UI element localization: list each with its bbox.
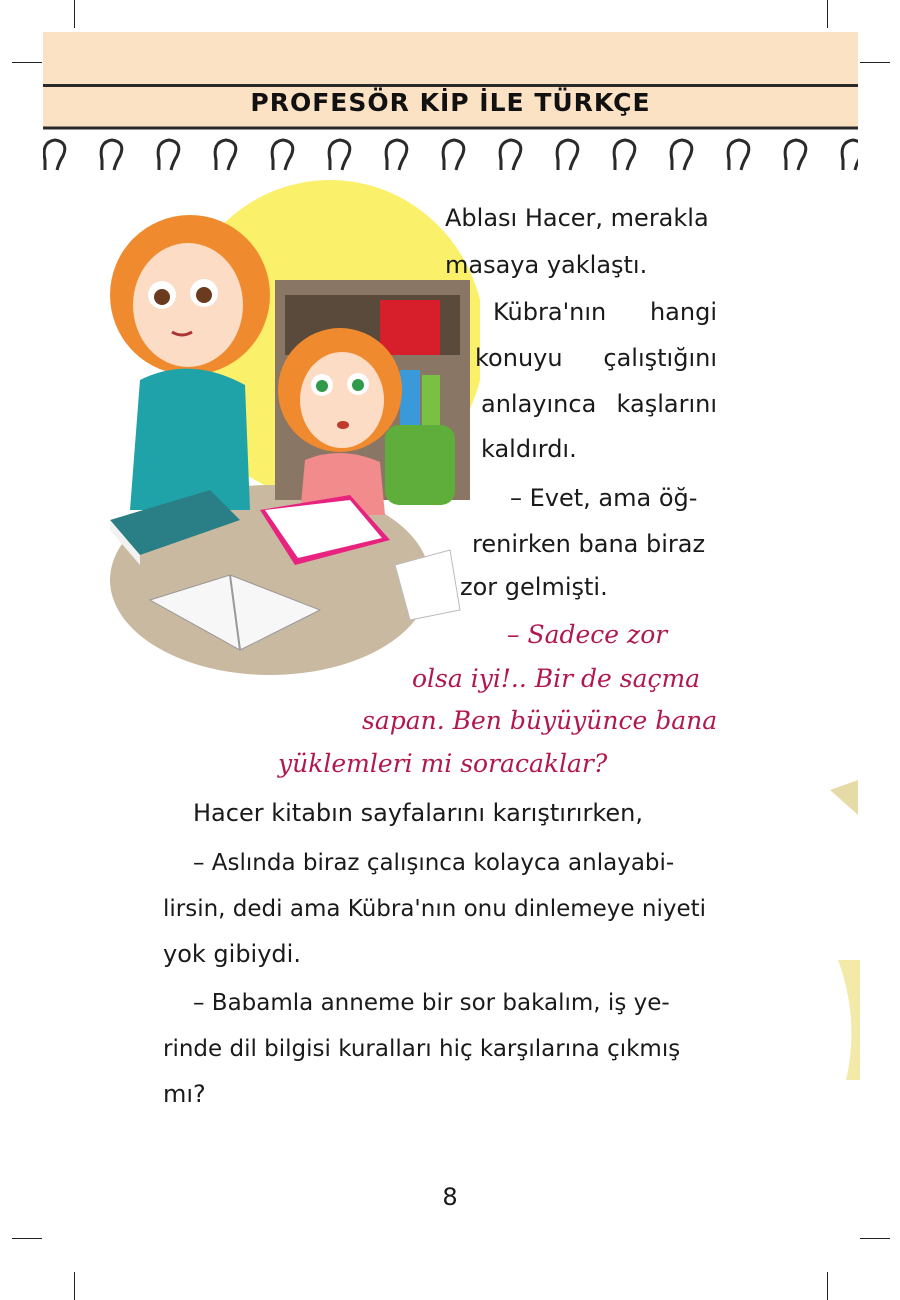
dialogue-line-pink: olsa iyi!.. Bir de saçma — [412, 664, 701, 693]
text-word: kaşlarını — [616, 390, 717, 418]
spiral-loop — [101, 140, 122, 170]
edge-decoration — [838, 960, 860, 1080]
crop-mark — [860, 1238, 890, 1239]
page-number: 8 — [442, 1183, 458, 1211]
illustration-sisters-studying — [100, 180, 480, 680]
spiral-loop — [728, 140, 749, 170]
text-word: Kübra'nın — [493, 298, 607, 326]
dialogue-line-pink: – Sadece zor — [507, 620, 668, 649]
dialogue-line-pink: sapan. Ben büyüyünce bana — [362, 706, 718, 735]
text-line: yok gibiydi. — [163, 940, 301, 968]
text-word: anlayınca — [481, 390, 597, 418]
spiral-loop — [215, 140, 236, 170]
text-line: – Aslında biraz çalışınca kolayca anlayabi- — [193, 850, 675, 876]
text-line: kaldırdı. — [481, 435, 577, 463]
crop-mark — [12, 62, 42, 63]
spiral-loop — [329, 140, 350, 170]
text-line: zor gelmişti. — [460, 573, 608, 601]
text-line: masaya yaklaştı. — [445, 251, 648, 279]
dialogue-line-pink: yüklemleri mi soracaklar? — [278, 749, 608, 778]
spiral-binding — [43, 120, 858, 180]
spiral-loop — [443, 140, 464, 170]
text-line: Hacer kitabın sayfalarını karıştırırken, — [193, 799, 643, 827]
page-title: PROFESÖR KİP İLE TÜRKÇE — [250, 88, 651, 117]
spiral-loop — [44, 140, 65, 170]
crop-mark — [827, 1272, 828, 1300]
text-word: hangi — [649, 298, 717, 326]
crop-mark — [12, 1238, 42, 1239]
text-line: – Babamla anneme bir sor bakalım, iş ye- — [193, 990, 670, 1016]
text-line — [475, 343, 717, 373]
text-word: çalıştığını — [603, 344, 717, 372]
text-line — [481, 389, 717, 419]
spiral-loop — [785, 140, 806, 170]
text-line — [493, 297, 717, 327]
crop-mark — [74, 0, 75, 28]
text-line: – Evet, ama öğ- — [510, 484, 698, 512]
spiral-loop — [557, 140, 578, 170]
spiral-loop — [272, 140, 293, 170]
text-line: Ablası Hacer, merakla — [445, 204, 709, 232]
text-line: rinde dil bilgisi kuralları hiç karşılarına çıkmış — [163, 1036, 681, 1062]
spiral-loop — [386, 140, 407, 170]
crop-mark — [860, 62, 890, 63]
spiral-loop — [671, 140, 692, 170]
text-word: konuyu — [475, 344, 563, 372]
spiral-loop — [614, 140, 635, 170]
header-divider — [43, 84, 858, 87]
edge-decoration — [830, 780, 860, 820]
crop-mark — [74, 1272, 75, 1300]
text-line: renirken bana biraz — [472, 530, 706, 558]
text-line: lirsin, dedi ama Kübra'nın onu dinlemeye niyeti — [163, 896, 707, 922]
spiral-loop — [500, 140, 521, 170]
text-line: mı? — [163, 1080, 206, 1108]
crop-mark — [827, 0, 828, 28]
spiral-loop — [842, 140, 858, 170]
spiral-loop — [158, 140, 179, 170]
